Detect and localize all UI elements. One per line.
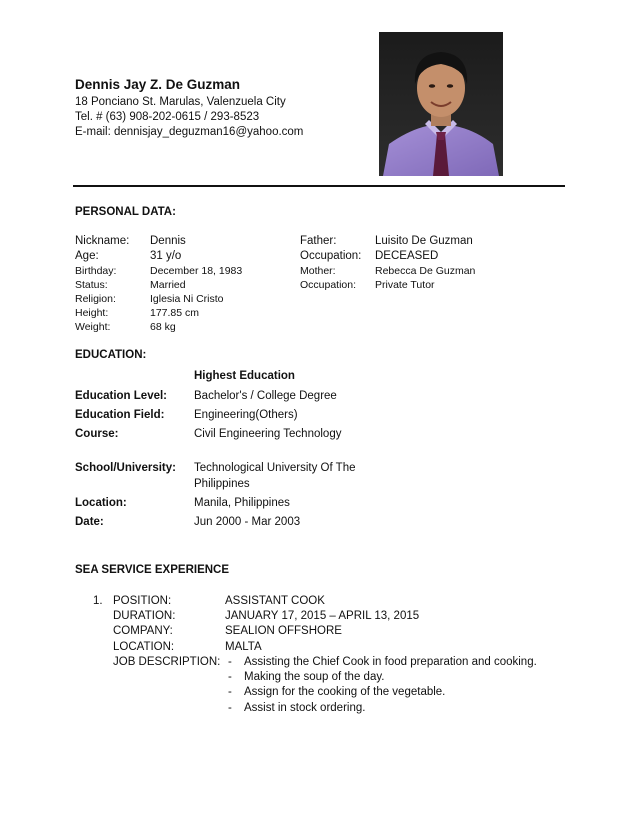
- position-value: ASSISTANT COOK: [225, 595, 325, 607]
- duty-item: Assign for the cooking of the vegetable.: [244, 686, 446, 698]
- nickname-label: Nickname:: [75, 235, 130, 247]
- father-occupation-value: DECEASED: [375, 250, 439, 262]
- applicant-photo: [379, 32, 503, 176]
- nickname-value: Dennis: [150, 235, 186, 247]
- father-label: Father:: [300, 235, 337, 247]
- mother-occupation-label: Occupation:: [300, 279, 357, 291]
- weight-label: Weight:: [75, 321, 111, 333]
- highest-education-subheading: Highest Education: [194, 370, 295, 382]
- birthday-label: Birthday:: [75, 265, 117, 277]
- education-field-label: Education Field:: [75, 409, 165, 421]
- father-value: Luisito De Guzman: [375, 235, 473, 247]
- education-location-label: Location:: [75, 497, 127, 509]
- location-value: MALTA: [225, 641, 262, 653]
- duty-bullet: -: [228, 702, 232, 714]
- duty-item: Making the soup of the day.: [244, 671, 385, 683]
- experience-number: 1.: [93, 595, 103, 607]
- email: E-mail: dennisjay_deguzman16@yahoo.com: [75, 126, 304, 138]
- company-value: SEALION OFFSHORE: [225, 625, 342, 637]
- duty-bullet: -: [228, 671, 232, 683]
- duration-value: JANUARY 17, 2015 – APRIL 13, 2015: [225, 610, 420, 622]
- education-heading: EDUCATION:: [75, 349, 147, 361]
- school-value-line-1: Technological University Of The: [194, 462, 356, 474]
- status-value: Married: [150, 279, 186, 291]
- mother-label: Mother:: [300, 265, 336, 277]
- header-divider: [73, 185, 565, 187]
- personal-data-heading: PERSONAL DATA:: [75, 206, 176, 218]
- sea-service-heading: SEA SERVICE EXPERIENCE: [75, 564, 230, 576]
- age-label: Age:: [75, 250, 99, 262]
- school-value-line-2: Philippines: [194, 478, 250, 490]
- school-label: School/University:: [75, 462, 176, 474]
- education-level-label: Education Level:: [75, 390, 168, 402]
- father-occupation-label: Occupation:: [300, 250, 362, 262]
- address: 18 Ponciano St. Marulas, Valenzuela City: [75, 96, 286, 108]
- age-value: 31 y/o: [150, 250, 182, 262]
- duty-bullet: -: [228, 656, 232, 668]
- position-label: POSITION:: [113, 595, 172, 607]
- duration-label: DURATION:: [113, 610, 176, 622]
- height-label: Height:: [75, 307, 109, 319]
- location-label: LOCATION:: [113, 641, 175, 653]
- education-date-value: Jun 2000 - Mar 2003: [194, 516, 301, 528]
- mother-value: Rebecca De Guzman: [375, 265, 476, 277]
- job-description-label: JOB DESCRIPTION:: [113, 656, 221, 668]
- course-label: Course:: [75, 428, 119, 440]
- religion-label: Religion:: [75, 293, 116, 305]
- education-level-value: Bachelor's / College Degree: [194, 390, 337, 402]
- company-label: COMPANY:: [113, 625, 173, 637]
- weight-value: 68 kg: [150, 321, 176, 333]
- education-date-label: Date:: [75, 516, 104, 528]
- education-location-value: Manila, Philippines: [194, 497, 290, 509]
- duty-item: Assisting the Chief Cook in food preparation and cooking.: [244, 656, 537, 668]
- education-field-value: Engineering(Others): [194, 409, 298, 421]
- religion-value: Iglesia Ni Cristo: [150, 293, 224, 305]
- duty-bullet: -: [228, 686, 232, 698]
- duty-item: Assist in stock ordering.: [244, 702, 366, 714]
- telephone: Tel. # (63) 908-202-0615 / 293-8523: [75, 111, 260, 123]
- mother-occupation-value: Private Tutor: [375, 279, 435, 291]
- height-value: 177.85 cm: [150, 307, 200, 319]
- birthday-value: December 18, 1983: [150, 265, 243, 277]
- course-value: Civil Engineering Technology: [194, 428, 342, 440]
- applicant-name: Dennis Jay Z. De Guzman: [75, 77, 241, 92]
- status-label: Status:: [75, 279, 108, 291]
